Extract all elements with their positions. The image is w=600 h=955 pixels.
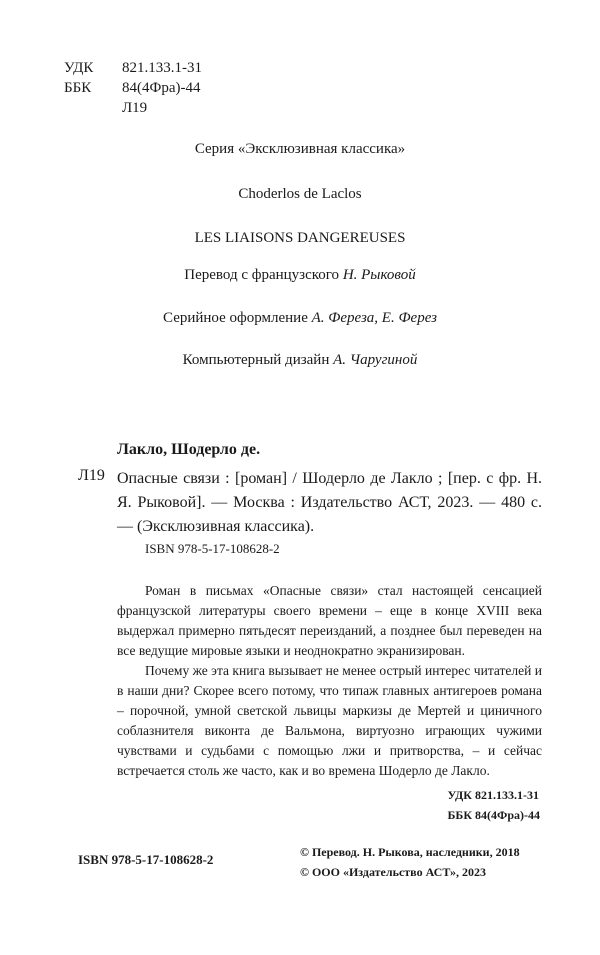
bbk-row bbox=[64, 78, 202, 98]
series-line: Серия «Эксклюзивная классика» bbox=[194, 141, 406, 157]
copyright-publisher: © ООО «Издательство АСТ», 2023 bbox=[300, 865, 487, 879]
classification-codes bbox=[64, 58, 202, 118]
footer-bbk: ББК 84(4Фра)-44 bbox=[447, 808, 540, 822]
series-design-label: Серийное оформление bbox=[163, 310, 308, 326]
footer-isbn: ISBN 978-5-17-108628-2 bbox=[78, 852, 214, 867]
copyright-block bbox=[300, 842, 520, 882]
udk-row bbox=[64, 58, 202, 78]
udk-value: 821.133.1-31 bbox=[122, 60, 202, 76]
computer-design-label: Компьютерный дизайн bbox=[182, 352, 330, 368]
bbk-label: ББК bbox=[64, 80, 92, 96]
bibliographic-isbn: ISBN 978-5-17-108628-2 bbox=[145, 541, 280, 556]
annotation-paragraph-2: Почему же эта книга вызывает не менее острый интерес читателей и в наши дни? Скорее всего потому, что типаж главных антигероев романа – порочной, умной светской львицы маркизы де Мертей и циничного соблазнителя виконта де Вальмона, виртуозно играющих чужими чувствами и судьбами с помощью лжи и притворства, – и сейчас встречается столь же часто, как и во времена Шодерло де Лакло. bbox=[117, 663, 542, 778]
footer-udk: УДК 821.133.1-31 bbox=[447, 788, 539, 802]
bibliographic-description: Опасные связи : [роман] / Шодерло де Лакло ; [пер. с фр. Н. Я. Рыковой]. — Москва : Издательство АСТ, 2023. — 480 с. — (Эксклюзивная классика). bbox=[117, 470, 542, 535]
translation-label: Перевод с французского bbox=[184, 267, 340, 283]
series-design-name: А. Фереза, Е. Ферез bbox=[311, 310, 437, 326]
bibliographic-mark: Л19 bbox=[78, 467, 105, 484]
translation-credit bbox=[0, 267, 600, 284]
annotation-paragraph-1: Роман в письмах «Опасные связи» стал настоящей сенсацией французской литературы своего времени – еще в конце XVIII века выдержал примерно пятьдесят переизданий, а позднее был переведен на все ведущие мировые языки и неоднократно экранизирован. bbox=[117, 583, 542, 658]
annotation bbox=[117, 581, 542, 781]
copyright-translation: © Перевод. Н. Рыкова, наследники, 2018 bbox=[300, 845, 520, 859]
original-author: Choderlos de Laclos bbox=[238, 186, 362, 202]
author-mark-row bbox=[64, 98, 202, 118]
footer-codes bbox=[447, 785, 540, 825]
computer-design-credit bbox=[0, 352, 600, 369]
bibliographic-heading: Лакло, Шодерло де. bbox=[117, 441, 261, 458]
translation-name: Н. Рыковой bbox=[342, 267, 416, 283]
computer-design-name: А. Чаругиной bbox=[333, 352, 418, 368]
original-title: LES LIAISONS DANGEREUSES bbox=[194, 230, 406, 246]
author-mark: Л19 bbox=[122, 100, 148, 116]
series-design-credit bbox=[0, 310, 600, 327]
bbk-value: 84(4Фра)-44 bbox=[122, 80, 201, 96]
udk-label: УДК bbox=[64, 60, 94, 76]
